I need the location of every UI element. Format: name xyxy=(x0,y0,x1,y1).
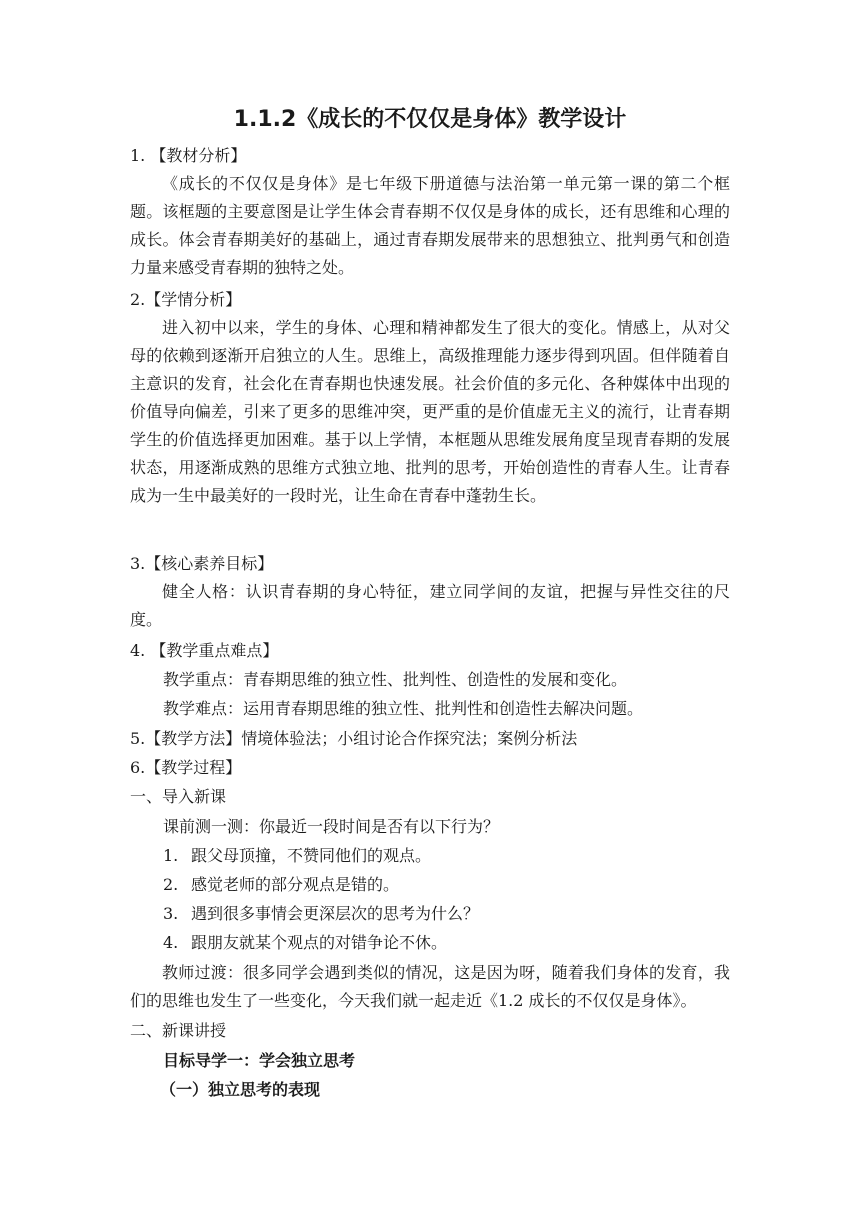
part-heading-new-lesson: 二、新课讲授 xyxy=(130,1021,227,1040)
textbook-analysis-paragraph: 《成长的不仅仅是身体》是七年级下册道德与法治第一单元第一课的第二个框题。该框题的主要意图是让学生体会青春期不仅仅是身体的成长，还有思维和心理的成长。体会青春期美好的基础上，通过青春期发展带来的思想独立、批判勇气和创造力量来感受青春期的独特之处。 xyxy=(130,174,730,277)
section-heading-student-analysis: 2.【学情分析】 xyxy=(130,290,242,309)
list-item xyxy=(163,929,447,957)
part-heading-introduction: 一、导入新课 xyxy=(130,787,227,806)
section-heading-textbook-analysis: 1. 【教材分析】 xyxy=(130,146,247,165)
core-goals-paragraph: 健全人格：认识青春期的身心特征，建立同学间的友谊，把握与异性交往的尺度。 xyxy=(130,582,730,629)
section-heading-teaching-process: 6.【教学过程】 xyxy=(130,758,242,777)
pre-class-quiz-line: 课前测一测：你最近一段时间是否有以下行为？ xyxy=(163,817,500,836)
teacher-transition-paragraph: 教师过渡：很多同学会遇到类似的情况，这是因为呀，随着我们身体的发育，我们的思维也发生了一些变化，今天我们就一起走近《1.2 成长的不仅仅是身体》。 xyxy=(130,963,730,1010)
list-item-number: 2. xyxy=(163,875,179,894)
list-item xyxy=(163,842,431,870)
list-item-text: 感觉老师的部分观点是错的。 xyxy=(191,875,400,894)
list-item-text: 遇到很多事情会更深层次的思考为什么？ xyxy=(191,904,480,923)
list-item-number: 1. xyxy=(163,846,179,865)
student-analysis-paragraph: 进入初中以来，学生的身体、心理和精神都发生了很大的变化。情感上，从对父母的依赖到逐渐开启独立的人生。思维上，高级推理能力逐步得到巩固。但伴随着自主意识的发育，社会化在青春期也快速发展。社会价值的多元化、各种媒体中出现的价值导向偏差，引来了更多的思维冲突，更严重的是价值虚无主义的流行，让青春期学生的价值选择更加困难。基于以上学情，本框题从思维发展角度呈现青春期的发展状态，用逐渐成熟的思维方式独立地、批判的思考，开始创造性的青春人生。让青春成为一生中最美好的一段时光，让生命在青春中蓬勃生长。 xyxy=(130,318,730,505)
list-item-number: 3. xyxy=(163,904,179,923)
section-heading-key-difficult: 4. 【教学重点难点】 xyxy=(130,641,279,660)
list-item xyxy=(163,900,479,928)
key-point-line: 教学重点：青春期思维的独立性、批判性、创造性的发展和变化。 xyxy=(163,670,628,689)
list-item-text: 跟父母顶撞，不赞同他们的观点。 xyxy=(191,846,432,865)
goal-heading-independent-thinking: 目标导学一：学会独立思考 xyxy=(163,1051,356,1070)
list-item-number: 4. xyxy=(163,933,179,952)
subheading-independent-thinking-performance: （一）独立思考的表现 xyxy=(160,1080,321,1099)
list-item xyxy=(163,871,399,899)
section-heading-core-goals: 3.【核心素养目标】 xyxy=(130,554,274,573)
difficult-point-line: 教学难点：运用青春期思维的独立性、批判性和创造性去解决问题。 xyxy=(163,699,644,718)
document-title: 1.1.2《成长的不仅仅是身体》教学设计 xyxy=(233,107,627,132)
section-teaching-methods: 5.【教学方法】情境体验法；小组讨论合作探究法；案例分析法 xyxy=(130,729,578,748)
list-item-text: 跟朋友就某个观点的对错争论不休。 xyxy=(191,933,448,952)
